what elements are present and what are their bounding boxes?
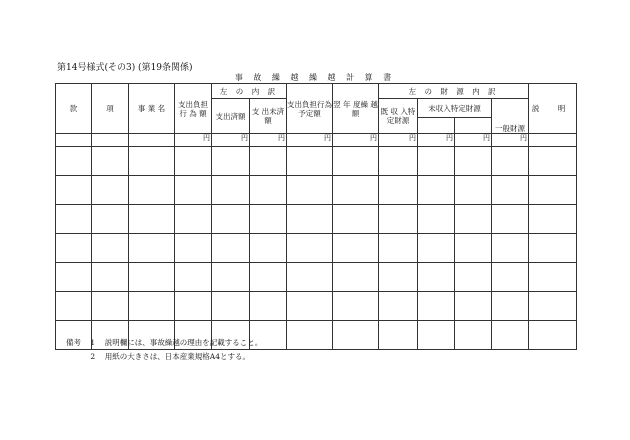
table-cell [129,263,175,292]
table-cell [455,263,492,292]
unit-cell [529,134,577,147]
table-row [56,263,577,292]
table-cell [56,205,92,234]
unit-cell: 円 [418,134,455,147]
table-cell [287,205,333,234]
notes [66,336,262,364]
table-cell [92,176,129,205]
table-cell [455,234,492,263]
table-cell [418,234,455,263]
unit-row [56,134,577,147]
table-cell [529,292,577,321]
note-line-1 [66,336,262,350]
unit-cell: 円 [492,134,529,147]
table-cell [129,234,175,263]
note-number: 1 [90,338,96,347]
table-cell [212,263,250,292]
form-number: 第14号様式(その3) (第19条関係) [57,63,193,73]
table-cell [92,292,129,321]
table-cell [212,234,250,263]
table-cell [492,234,529,263]
header-kishuu: 既 収 入特定財源 [379,99,418,134]
table-cell [250,205,287,234]
header-kan: 款 [56,84,92,134]
table-cell [379,176,418,205]
table-cell [379,321,418,350]
header-mishuu: 未収入特定財源 [418,99,492,118]
table-cell [212,205,250,234]
table-cell [379,147,418,176]
table-cell [212,292,250,321]
table-cell [418,321,455,350]
table-cell [250,147,287,176]
table-cell [379,263,418,292]
note-line-2 [66,350,262,364]
header-mishuu-sub-b [455,118,492,134]
table-row [56,176,577,205]
unit-cell [92,134,129,147]
table-cell [333,205,379,234]
table-cell [250,263,287,292]
table-cell [455,292,492,321]
table-cell [333,263,379,292]
header-yotei: 支出負担行為予定額 [287,84,333,134]
header-shishutsu-futan: 支出負担行 為 額 [175,84,212,134]
table-cell [492,147,529,176]
table-cell [129,176,175,205]
table-cell [56,234,92,263]
unit-cell: 円 [250,134,287,147]
table-cell [92,147,129,176]
table-cell [455,321,492,350]
table-cell [418,292,455,321]
table-cell [418,205,455,234]
table-cell [529,263,577,292]
table-cell [418,176,455,205]
note-text: 用紙の大きさは、日本産業規格A4とする。 [104,352,250,361]
table-cell [175,205,212,234]
table-cell [175,147,212,176]
table-cell [175,292,212,321]
document-title: 事 故 繰 越 繰 越 計 算 書 [234,73,396,82]
header-ippan: 一般財源 [492,99,529,134]
unit-cell [56,134,92,147]
table-cell [455,176,492,205]
header-shishutsu-mizumi: 支 出未済額 [250,99,287,134]
header-kou: 項 [92,84,129,134]
table-cell [287,263,333,292]
table-row [56,205,577,234]
table-cell [92,263,129,292]
table-cell [333,176,379,205]
table-cell [92,205,129,234]
table-row [56,292,577,321]
table-cell [287,147,333,176]
table-cell [129,205,175,234]
table-cell [529,147,577,176]
table-cell [212,147,250,176]
table-cell [287,292,333,321]
unit-cell: 円 [379,134,418,147]
table-cell [175,176,212,205]
table-cell [175,263,212,292]
table-cell [455,147,492,176]
unit-cell [129,134,175,147]
unit-cell: 円 [455,134,492,147]
table-cell [250,176,287,205]
carryover-table [55,83,577,350]
table-cell [287,234,333,263]
table-cell [129,292,175,321]
header-mishuu-sub-a [418,118,455,134]
notes-label: 備考 [66,338,81,347]
table-cell [418,147,455,176]
table-cell [492,263,529,292]
table-cell [379,292,418,321]
table-cell [56,292,92,321]
header-breakdown-left: 左 の 内 訳 [212,84,287,99]
header-yokunendo: 翌 年 度繰 越 額 [333,84,379,134]
unit-cell: 円 [175,134,212,147]
table-cell [333,321,379,350]
table-cell [529,234,577,263]
table-cell [529,205,577,234]
unit-cell: 円 [333,134,379,147]
table-cell [333,234,379,263]
table-cell [529,176,577,205]
table-cell [529,321,577,350]
table-cell [287,321,333,350]
table-cell [455,205,492,234]
table-cell [250,292,287,321]
table-cell [212,176,250,205]
table-cell [492,321,529,350]
table-cell [56,147,92,176]
header-zaigen-breakdown: 左 の 財 源 内 訳 [379,84,529,99]
table-row [56,147,577,176]
table-cell [492,176,529,205]
table-cell [492,292,529,321]
table-row [56,234,577,263]
table-cell [92,234,129,263]
table-cell [175,234,212,263]
table-cell [129,147,175,176]
table-cell [287,176,333,205]
unit-cell: 円 [212,134,250,147]
header-shishutsu-zumi: 支出済額 [212,99,250,134]
note-number: 2 [90,352,96,361]
note-text: 説明欄には、事故繰越の理由を記載すること。 [104,338,263,347]
header-jigyou: 事 業 名 [129,84,175,134]
table-cell [56,176,92,205]
header-setsumei: 説 明 [529,84,577,134]
table-cell [333,147,379,176]
table-cell [379,234,418,263]
table-cell [492,205,529,234]
table-cell [56,263,92,292]
unit-cell: 円 [287,134,333,147]
table-cell [379,205,418,234]
table-cell [333,292,379,321]
table-cell [250,234,287,263]
table-cell [418,263,455,292]
